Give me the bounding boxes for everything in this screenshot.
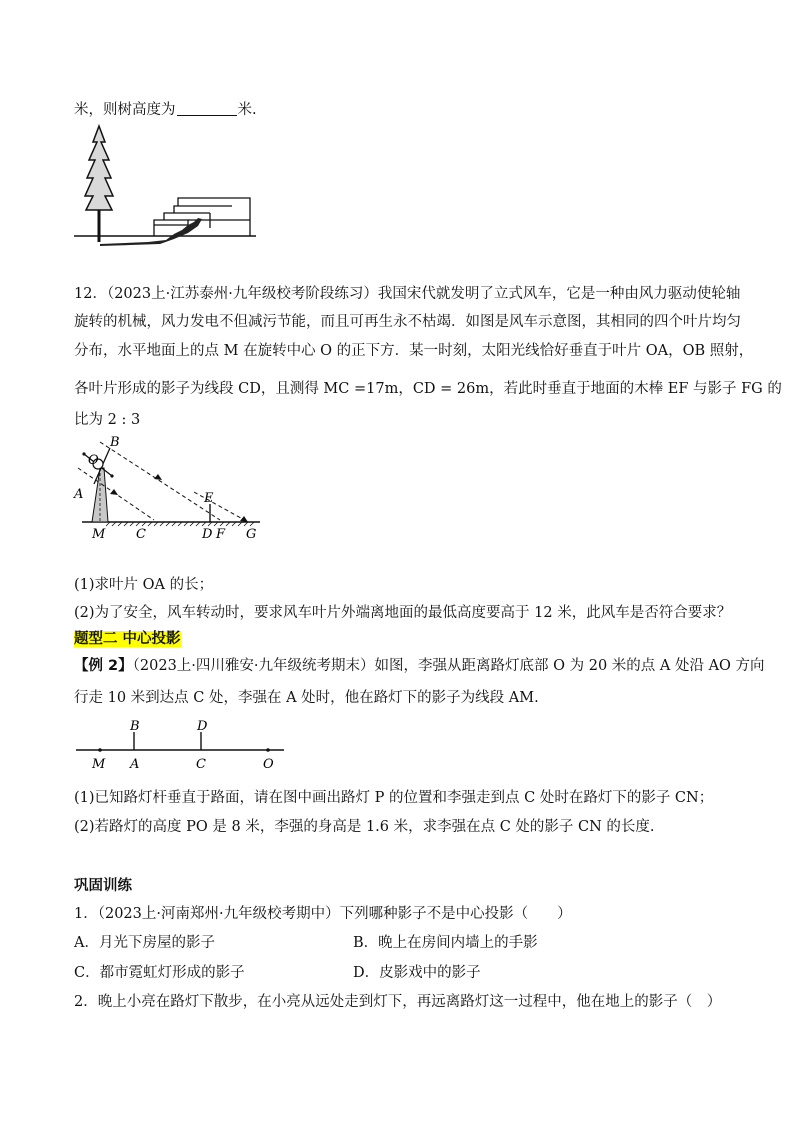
q11-tail-before: 米，则树高度为 — [74, 102, 176, 118]
example2-line2: 行走 10 米到达点 C 处，李强在 A 处时，他在路灯下的影子为线段 AM. — [74, 690, 539, 706]
q11-tail-after: 米. — [237, 102, 257, 118]
example-tag: 【例 2】 — [74, 658, 133, 674]
label-F: F — [216, 527, 226, 542]
section-title: 题型二 中心投影 — [74, 631, 181, 647]
q1-option-d[interactable]: D．皮影戏中的影子 — [353, 965, 481, 981]
section-heading — [74, 629, 181, 649]
q12-line2: 旋转的机械，风力发电不但减污节能，而且可再生永不枯竭．如图是风车示意图，其相同的四个叶片均匀 — [74, 314, 741, 330]
practice-q2: 2．晚上小亮在路灯下散步，在小亮从远处走到灯下，再远离路灯这一过程中，他在地上的影子（ ） — [74, 994, 722, 1010]
tree-shadow — [100, 218, 202, 246]
label-B: B — [130, 719, 140, 734]
label-A: A — [74, 487, 84, 502]
label-C: C — [136, 527, 146, 542]
ray-arrows — [110, 474, 248, 522]
tree-steps-figure — [70, 122, 260, 252]
example2-text1: （2023上·四川雅安·九年级统考期末）如图，李强从距离路灯底部 O 为 20 米的点 A 处沿 AO 方向 — [132, 658, 765, 674]
steps — [154, 198, 250, 236]
tree-icon — [85, 126, 113, 242]
windmill-figure — [70, 432, 270, 542]
q12-sub1: (1)求叶片 OA 的长； — [74, 577, 214, 593]
streetlamp-figure — [70, 718, 290, 778]
answer-blank[interactable] — [177, 101, 237, 116]
q12-line3: 分布，水平地面上的点 M 在旋转中心 O 的正下方．某一时刻，太阳光线恰好垂直于叶片 OA，OB 照射， — [74, 343, 754, 359]
label-B: B — [110, 435, 120, 450]
practice-q1: 1．（2023上·河南郑州·九年级校考期中）下列哪种影子不是中心投影（ ） — [74, 906, 572, 922]
q12-sub2: (2)为了安全，风车转动时，要求风车叶片外端离地面的最低高度要高于 12 米，此风车是否符合要求？ — [74, 605, 732, 621]
q1-option-b[interactable]: B．晚上在房间内墙上的手影 — [353, 935, 538, 951]
label-M: M — [92, 757, 106, 772]
q12-line1: 12．（2023上·江苏泰州·九年级校考阶段练习）我国宋代就发明了立式风车，它是一种由风力驱动使轮轴 — [74, 286, 741, 302]
label-D: D — [202, 527, 213, 542]
label-O: O — [263, 757, 274, 772]
label-E: E — [204, 491, 214, 506]
practice-title: 巩固训练 — [74, 878, 132, 894]
label-G: G — [246, 527, 257, 542]
example2-sub1: (1)已知路灯杆垂直于路面，请在图中画出路灯 P 的位置和李强走到点 C 处时在路灯下的影子 CN； — [74, 790, 714, 806]
q12-line5: 比为 2 : 3 — [74, 412, 141, 428]
q1-option-a[interactable]: A．月光下房屋的影子 — [74, 935, 215, 951]
label-M: M — [92, 527, 106, 542]
example2-line1 — [74, 656, 765, 676]
label-O: O — [88, 453, 99, 468]
q1-option-c[interactable]: C．都市霓虹灯形成的影子 — [74, 965, 245, 981]
q12-line4: 各叶片形成的影子为线段 CD，且测得 MC =17m，CD = 26m，若此时垂直于地面的木棒 EF 与影子 FG 的 — [74, 381, 782, 397]
label-C: C — [196, 757, 206, 772]
label-A: A — [130, 757, 140, 772]
example2-sub2: (2)若路灯的高度 PO 是 8 米，李强的身高是 1.6 米，求李强在点 C 处的影子 CN 的长度. — [74, 819, 655, 835]
label-D: D — [197, 719, 208, 734]
q11-tail — [74, 100, 257, 120]
